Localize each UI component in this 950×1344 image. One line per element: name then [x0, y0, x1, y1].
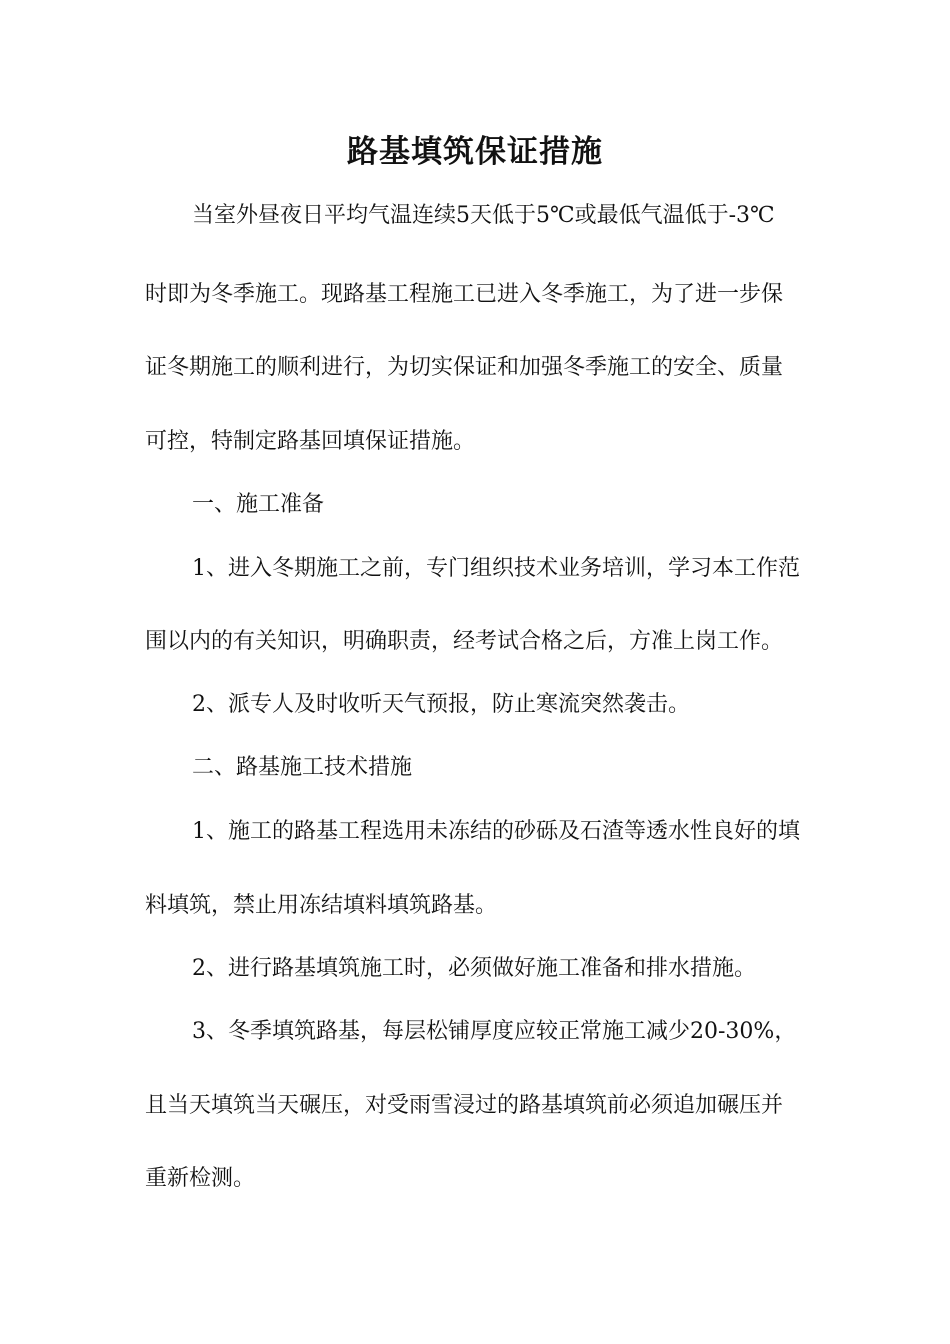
item-2-3-line-1: 3、冬季填筑路基，每层松铺厚度应较正常施工减少20-30%，	[192, 1019, 797, 1044]
item-2-1-line-1: 1、施工的路基工程选用未冻结的砂砾及石渣等透水性良好的填	[192, 819, 800, 844]
paragraph-intro-line-3: 证冬期施工的顺利进行，为切实保证和加强冬季施工的安全、质量	[145, 355, 784, 380]
item-1-1-line-2: 围以内的有关知识，明确职责，经考试合格之后，方准上岗工作。	[145, 629, 784, 654]
item-2-2: 2、进行路基填筑施工时，必须做好施工准备和排水措施。	[192, 956, 756, 981]
paragraph-intro-line-2: 时即为冬季施工。现路基工程施工已进入冬季施工，为了进一步保	[145, 282, 784, 307]
item-2-1-line-2: 料填筑，禁止用冻结填料填筑路基。	[145, 893, 498, 918]
item-1-1-line-1: 1、进入冬期施工之前，专门组织技术业务培训，学习本工作范	[192, 556, 800, 581]
item-2-3-line-3: 重新检测。	[145, 1166, 256, 1191]
section-heading-1: 一、施工准备	[192, 492, 325, 517]
paragraph-intro-line-4: 可控，特制定路基回填保证措施。	[145, 429, 476, 454]
section-heading-2: 二、路基施工技术措施	[192, 755, 413, 780]
paragraph-intro-line-1: 当室外昼夜日平均气温连续5天低于5℃或最低气温低于-3℃	[192, 203, 775, 228]
item-2-3-line-2: 且当天填筑当天碾压，对受雨雪浸过的路基填筑前必须追加碾压并	[145, 1093, 784, 1118]
document-title: 路基填筑保证措施	[347, 134, 603, 170]
item-1-2: 2、派专人及时收听天气预报，防止寒流突然袭击。	[192, 692, 690, 717]
